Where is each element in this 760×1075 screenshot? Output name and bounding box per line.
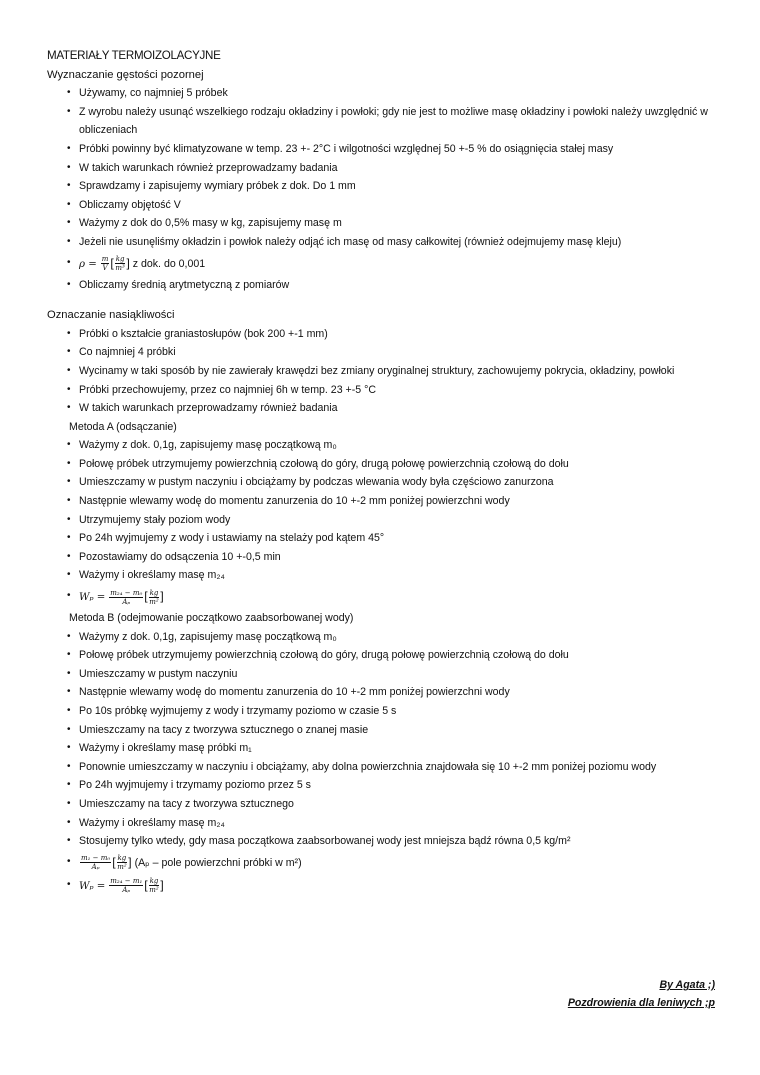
list-item: • Pozostawiamy do odsączenia 10 +-0,5 min [47, 548, 717, 567]
list-item: • Obliczamy średnią arytmetyczną z pomiarów [47, 276, 717, 295]
formula-lhs: Wₚ = [79, 592, 106, 604]
list-item: • Próbki o kształcie graniastosłupów (bok 200 +-1 mm) [47, 325, 717, 344]
formula-fraction [109, 877, 143, 894]
section2-heading: Oznaczanie nasiąkliwości [47, 309, 175, 322]
section2-list [47, 325, 717, 418]
method-a-list [47, 436, 717, 609]
greeting-line: Pozdrowienia dla leniwych ;p [567, 997, 715, 1009]
unit-numerator: kg [117, 854, 127, 863]
method-a-heading: Metoda A (odsączanie) [69, 420, 177, 433]
formula-denominator: Aₚ [122, 886, 131, 895]
formula-numerator: • m₁ − m₀ [81, 854, 111, 863]
unit-denominator: m³ [115, 264, 125, 273]
document-page [47, 47, 717, 898]
footer [568, 976, 715, 1012]
unit-numerator: kg [149, 877, 159, 886]
formula-denominator: Aₚ [91, 863, 100, 872]
formula-numerator: m [101, 255, 109, 264]
list-item: • W takich warunkach przeprowadzamy również badania [47, 399, 717, 418]
formula-lhs: ρ = [79, 258, 97, 270]
list-item: • Stosujemy tylko wtedy, gdy masa początkowa zaabsorbowanej wody jest mniejsza bądź równa 0,5 kg/m² [47, 832, 717, 851]
density-formula: • ρ = $\frac{m}{V}$ [ $\frac{kg}{\text{m³}}$ ] z dok. do 0,001 [47, 252, 717, 276]
unit-denominator: m² [149, 886, 159, 895]
list-item: • Ważymy i określamy masę m₂₄ [47, 566, 717, 585]
formula-denominator: V [102, 264, 108, 273]
formula-numerator: m₂₄ − m₁ [110, 877, 143, 886]
list-item: • Obliczamy objętość V [47, 196, 717, 215]
list-item: • Z wyrobu należy usunąć wszelkiego rodzaju okładziny i powłoki; gdy nie jest to możliwe masę okładziny i powłoki należy uwzględnić w obliczeniach [47, 103, 717, 140]
list-item: • Po 24h wyjmujemy z wody i ustawiamy na stelaży pod kątem 45° [47, 529, 717, 548]
list-item: • Połowę próbek utrzymujemy powierzchnią czołową do góry, drugą połowę powierzchnią czołową do dołu [47, 646, 717, 665]
unit-fraction [115, 255, 126, 272]
unit-denominator: m² [149, 597, 159, 606]
list-item: • Umieszczamy na tacy z tworzywa sztucznego o znanej masie [47, 721, 717, 740]
absorption-formula-b1: • $\frac{\text{m₁ − m₀}}{\text{Aₚ}}$ [ $\frac{kg}{\text{m²}}$ ] (Aₚ – pole powierzchni próbki w m²) [47, 851, 717, 874]
unit-numerator: kg [149, 588, 159, 597]
formula-denominator: Aₚ [122, 597, 131, 606]
unit-fraction [117, 854, 128, 871]
list-item: • Po 24h wyjmujemy i trzymamy poziomo przez 5 s [47, 776, 717, 795]
section1-heading: Wyznaczanie gęstości pozornej [47, 68, 204, 81]
list-item: • Następnie wlewamy wodę do momentu zanurzenia do 10 +-2 mm poniżej powierzchni wody [47, 683, 717, 702]
list-item: • Używamy, co najmniej 5 próbek [47, 84, 717, 103]
list-item: • Co najmniej 4 próbki [47, 343, 717, 362]
list-item: • Ważymy z dok do 0,5% masy w kg, zapisujemy masę m [47, 214, 717, 233]
list-item: • Jeżeli nie usunęliśmy okładzin i powłok należy odjąć ich masę od masy całkowitej (również odejmujemy masę kleju) [47, 233, 717, 252]
method-b-list [47, 628, 717, 898]
list-item: • Wycinamy w taki sposób by nie zawierały krawędzi bez zmiany oryginalnej struktury, zachowujemy pokrycia, okładziny, powłoki [47, 362, 717, 381]
list-item: • Po 10s próbkę wyjmujemy z wody i trzymamy poziomo w czasie 5 s [47, 702, 717, 721]
section1-list [47, 84, 717, 294]
formula-suffix: z dok. do 0,001 [132, 257, 206, 270]
method-b-heading: Metoda B (odejmowanie początkowo zaabsorbowanej wody) [69, 612, 354, 625]
list-item: • Ponownie umieszczamy w naczyniu i obciążamy, aby dolna powierzchnia znajdowała się 10 +-2 mm poniżej poziomu wody [47, 758, 717, 777]
formula-fraction [109, 589, 143, 606]
author-signature: By Agata ;) [659, 979, 715, 991]
list-item: • Ważymy z dok. 0,1g, zapisujemy masę początkową m₀ [47, 436, 717, 455]
list-item: • Próbki powinny być klimatyzowane w temp. 23 +- 2°C i wilgotności względnej 50 +-5 % do osiągnięcia stałej masy [47, 140, 717, 159]
unit-fraction [149, 589, 160, 606]
list-item: • Ważymy i określamy masę próbki m₁ [47, 739, 717, 758]
formula-numerator: m₂₄ − m₀ [110, 588, 143, 597]
list-item: • Sprawdzamy i zapisujemy wymiary próbek z dok. Do 1 mm [47, 177, 717, 196]
absorption-formula-a: • Wₚ = $\frac{\text{m₂₄ − m₀}}{\text{Aₚ}}$ [ $\frac{kg}{\text{m²}}$ ] [47, 585, 717, 609]
list-item: • Utrzymujemy stały poziom wody [47, 511, 717, 530]
formula-lhs: Wₚ = [79, 880, 106, 892]
list-item: • Ważymy i określamy masę m₂₄ [47, 814, 717, 833]
page-title: MATERIAŁY TERMOIZOLACYJNE [47, 49, 221, 62]
formula-fraction [80, 854, 111, 871]
list-item: • Umieszczamy w pustym naczyniu i obciążamy by podczas wlewania wody była częściowo zanurzona [47, 473, 717, 492]
list-item: • Następnie wlewamy wodę do momentu zanurzenia do 10 +-2 mm poniżej powierzchni wody [47, 492, 717, 511]
list-item: • Umieszczamy na tacy z tworzywa sztucznego [47, 795, 717, 814]
list-item: • Połowę próbek utrzymujemy powierzchnią czołową do góry, drugą połowę powierzchnią czołową do dołu [47, 455, 717, 474]
list-item: • W takich warunkach również przeprowadzamy badania [47, 159, 717, 178]
list-item: • Umieszczamy w pustym naczyniu [47, 665, 717, 684]
unit-numerator: kg [115, 255, 125, 264]
formula-fraction [101, 255, 110, 272]
list-item: • Próbki przechowujemy, przez co najmniej 6h w temp. 23 +-5 °C [47, 381, 717, 400]
formula-suffix: (Aₚ – pole powierzchni próbki w m²) [134, 856, 302, 869]
unit-denominator: m² [117, 863, 127, 872]
unit-fraction [149, 877, 160, 894]
absorption-formula-b2: • Wₚ = $\frac{\text{m₂₄ − m₁}}{\text{Aₚ}}$ [ $\frac{kg}{\text{m²}}$ ] [47, 874, 717, 898]
list-item: • Ważymy z dok. 0,1g, zapisujemy masę początkową m₀ [47, 628, 717, 647]
